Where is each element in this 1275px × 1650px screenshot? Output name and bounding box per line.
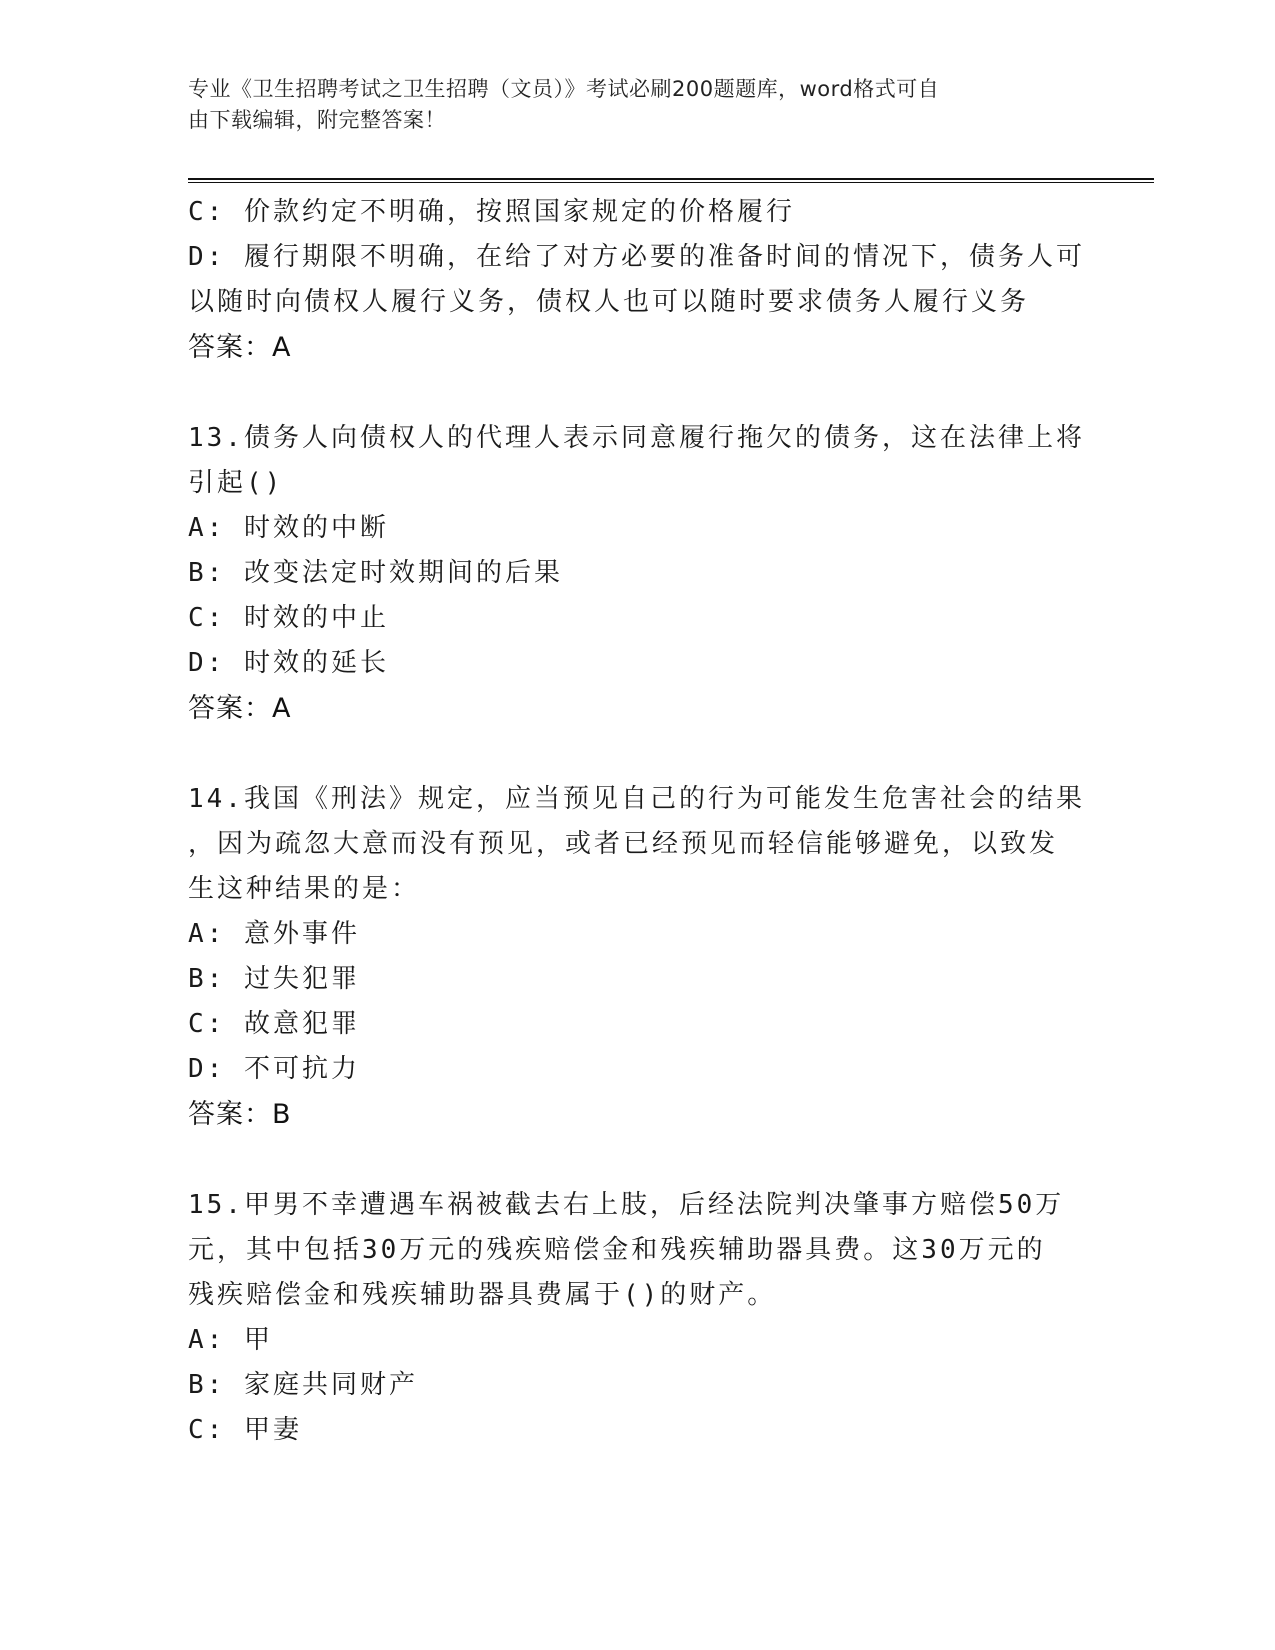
spacer <box>188 1137 1088 1183</box>
question-stem-line-3: 残疾赔偿金和残疾辅助器具费属于()的财产。 <box>188 1280 777 1310</box>
option-d: D: 时效的延长 <box>188 648 389 678</box>
option-a: A: 意外事件 <box>188 919 360 949</box>
option-c: C: 时效的中止 <box>188 603 389 633</box>
question-stem-line-1: 14.我国《刑法》规定，应当预见自己的行为可能发生危害社会的结果 <box>188 784 1085 814</box>
header-title-line-2: 由下载编辑，附完整答案！ <box>188 108 446 132</box>
option-d: D: 不可抗力 <box>188 1054 360 1084</box>
option-a: A: 甲 <box>188 1325 273 1355</box>
option-c: C: 故意犯罪 <box>188 1009 360 1039</box>
header-title-line-1: 专业《卫生招聘考试之卫生招聘（文员）》考试必刷200题题库，word格式可自 <box>188 77 940 101</box>
answer-line: 答案：A <box>188 332 292 363</box>
question-stem-line-2: ，因为疏忽大意而没有预见，或者已经预见而轻信能够避免，以致发 <box>188 829 1059 859</box>
question-stem-line-3: 生这种结果的是： <box>188 874 421 904</box>
option-b: B: 家庭共同财产 <box>188 1370 418 1400</box>
previous-question-tail <box>188 190 1088 370</box>
question-stem-line-2: 引起() <box>188 468 284 498</box>
option-b: B: 改变法定时效期间的后果 <box>188 558 563 588</box>
question-stem-line-2: 元，其中包括30万元的残疾赔偿金和残疾辅助器具费。这30万元的 <box>188 1235 1046 1265</box>
question-15 <box>188 1183 1088 1453</box>
option-c: C: 甲妻 <box>188 1415 302 1445</box>
question-13 <box>188 416 1088 731</box>
option-a: A: 时效的中断 <box>188 513 389 543</box>
spacer <box>188 731 1088 777</box>
header-divider <box>188 178 1154 183</box>
spacer <box>188 370 1088 416</box>
question-14 <box>188 777 1088 1137</box>
answer-line: 答案：B <box>188 1099 292 1130</box>
question-stem-line-1: 13.债务人向债权人的代理人表示同意履行拖欠的债务，这在法律上将 <box>188 423 1085 453</box>
option-d-line-1: D: 履行期限不明确，在给了对方必要的准备时间的情况下，债务人可 <box>188 242 1085 272</box>
question-stem-line-1: 15.甲男不幸遭遇车祸被截去右上肢，后经法院判决肇事方赔偿50万 <box>188 1190 1065 1220</box>
option-b: B: 过失犯罪 <box>188 964 360 994</box>
option-c: C: 价款约定不明确，按照国家规定的价格履行 <box>188 197 795 227</box>
document-header <box>188 74 1088 136</box>
answer-line: 答案：A <box>188 693 292 724</box>
option-d-line-2: 以随时向债权人履行义务，债权人也可以随时要求债务人履行义务 <box>188 287 1030 317</box>
question-body <box>188 190 1088 1453</box>
